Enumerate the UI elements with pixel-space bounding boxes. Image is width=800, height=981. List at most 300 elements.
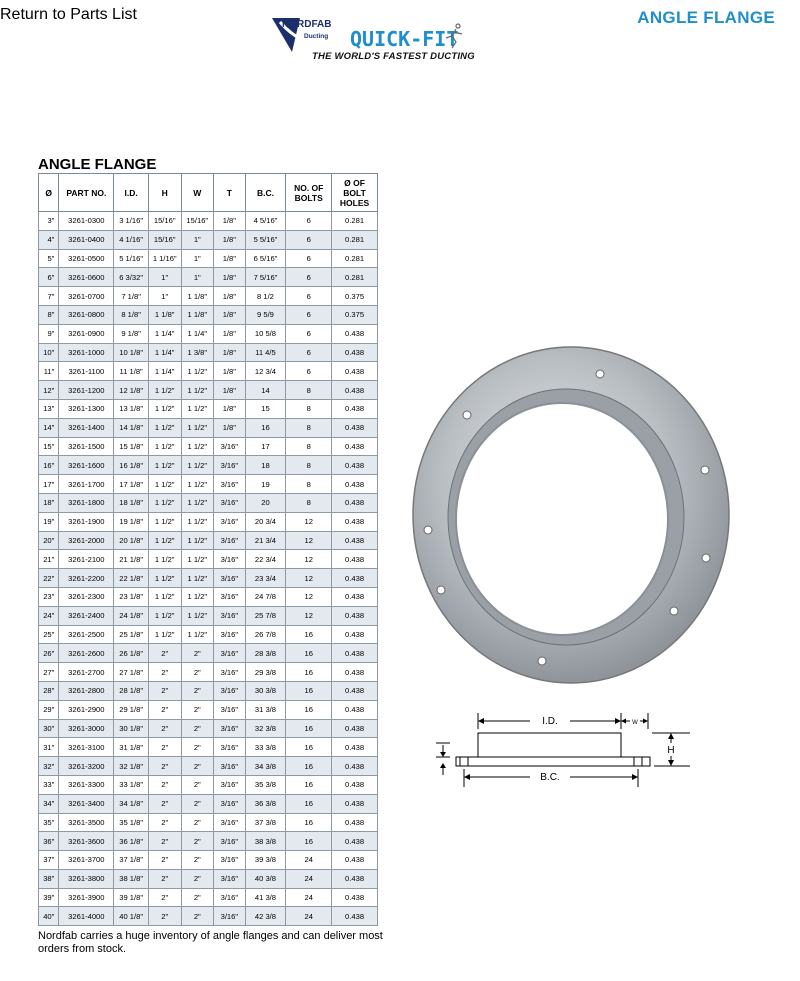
table-cell: 3/16" xyxy=(214,587,246,606)
table-cell: 3261-1100 xyxy=(59,362,114,381)
table-cell: 38 3/8 xyxy=(245,832,286,851)
table-cell: 3261-3400 xyxy=(59,794,114,813)
table-cell: 16 xyxy=(286,644,332,663)
table-header-cell: W xyxy=(181,174,214,212)
table-cell: 25 7/8 xyxy=(245,606,286,625)
table-cell: 3261-3500 xyxy=(59,813,114,832)
table-header-cell: NO. OF BOLTS xyxy=(286,174,332,212)
table-cell: 1 1/2" xyxy=(181,399,214,418)
table-cell: 0.438 xyxy=(332,437,378,456)
table-cell: 0.281 xyxy=(332,268,378,287)
table-cell: 29 1/8" xyxy=(114,700,149,719)
table-cell: 2" xyxy=(181,719,214,738)
table-cell: 1 1/2" xyxy=(181,569,214,588)
table-row xyxy=(39,832,378,851)
table-cell: 2" xyxy=(148,851,181,870)
table-cell: 9" xyxy=(39,324,59,343)
table-cell: 8 1/2 xyxy=(245,287,286,306)
table-cell: 2" xyxy=(181,869,214,888)
table-cell: 0.438 xyxy=(332,324,378,343)
table-cell: 1/8" xyxy=(214,418,246,437)
table-cell: 20 xyxy=(245,493,286,512)
table-row xyxy=(39,644,378,663)
table-cell: 14" xyxy=(39,418,59,437)
table-row xyxy=(39,569,378,588)
table-cell: 1 1/4" xyxy=(181,324,214,343)
table-cell: 37 3/8 xyxy=(245,813,286,832)
table-cell: 16 xyxy=(286,832,332,851)
table-cell: 14 1/8" xyxy=(114,418,149,437)
table-cell: 3261-3200 xyxy=(59,757,114,776)
table-cell: 2" xyxy=(148,663,181,682)
table-cell: 1 1/2" xyxy=(181,531,214,550)
table-cell: 2" xyxy=(181,851,214,870)
table-cell: 3/16" xyxy=(214,550,246,569)
table-cell: 8 xyxy=(286,493,332,512)
table-cell: 24 xyxy=(286,851,332,870)
table-cell: 3261-1000 xyxy=(59,343,114,362)
table-cell: 25" xyxy=(39,625,59,644)
table-cell: 1 1/2" xyxy=(181,381,214,400)
table-cell: 29 3/8 xyxy=(245,663,286,682)
table-cell: 11 4/5 xyxy=(245,343,286,362)
table-cell: 40 1/8" xyxy=(114,907,149,926)
table-cell: 6 xyxy=(286,287,332,306)
table-cell: 24" xyxy=(39,606,59,625)
table-cell: 10" xyxy=(39,343,59,362)
table-cell: 17" xyxy=(39,475,59,494)
table-cell: 3/16" xyxy=(214,775,246,794)
table-cell: 21" xyxy=(39,550,59,569)
logo-brand-text: NORDFAB xyxy=(282,19,332,30)
table-cell: 1/8" xyxy=(214,268,246,287)
table-row xyxy=(39,437,378,456)
table-cell: 3261-3700 xyxy=(59,851,114,870)
table-cell: 29" xyxy=(39,700,59,719)
table-cell: 0.438 xyxy=(332,700,378,719)
table-cell: 34 1/8" xyxy=(114,794,149,813)
table-cell: 1 1/2" xyxy=(148,493,181,512)
table-cell: 16 1/8" xyxy=(114,456,149,475)
table-cell: 0.438 xyxy=(332,681,378,700)
table-cell: 24 xyxy=(286,869,332,888)
table-cell: 3/16" xyxy=(214,437,246,456)
table-cell: 2" xyxy=(148,719,181,738)
table-cell: 0.281 xyxy=(332,212,378,231)
table-cell: 3/16" xyxy=(214,851,246,870)
table-cell: 3/16" xyxy=(214,719,246,738)
table-cell: 1/8" xyxy=(214,324,246,343)
table-cell: 2" xyxy=(181,888,214,907)
table-cell: 12 xyxy=(286,531,332,550)
table-cell: 1 1/2" xyxy=(181,418,214,437)
table-cell: 3261-0300 xyxy=(59,212,114,231)
table-cell: 1 1/2" xyxy=(148,587,181,606)
table-cell: 11" xyxy=(39,362,59,381)
table-cell: 1/8" xyxy=(214,305,246,324)
table-row xyxy=(39,456,378,475)
table-cell: 1" xyxy=(148,268,181,287)
table-row xyxy=(39,249,378,268)
table-cell: 24 7/8 xyxy=(245,587,286,606)
table-cell: 0.438 xyxy=(332,381,378,400)
table-cell: 1/8" xyxy=(214,287,246,306)
table-cell: 19 1/8" xyxy=(114,512,149,531)
table-cell: 2" xyxy=(148,869,181,888)
table-cell: 3/16" xyxy=(214,738,246,757)
table-cell: 1 1/2" xyxy=(148,381,181,400)
table-row xyxy=(39,550,378,569)
table-cell: 3261-1400 xyxy=(59,418,114,437)
table-cell: 31 1/8" xyxy=(114,738,149,757)
table-cell: 20 3/4 xyxy=(245,512,286,531)
table-cell: 3/16" xyxy=(214,625,246,644)
table-cell: 1 1/8" xyxy=(148,305,181,324)
table-cell: 3261-2400 xyxy=(59,606,114,625)
table-cell: 1 1/2" xyxy=(181,493,214,512)
table-cell: 1 1/16" xyxy=(148,249,181,268)
return-to-parts-list-link[interactable]: Return to Parts List xyxy=(0,6,137,23)
table-cell: 0.438 xyxy=(332,418,378,437)
table-cell: 6 xyxy=(286,230,332,249)
table-cell: 0.438 xyxy=(332,794,378,813)
table-cell: 8 xyxy=(286,418,332,437)
table-cell: 38 1/8" xyxy=(114,869,149,888)
table-cell: 0.438 xyxy=(332,832,378,851)
table-cell: 1 1/2" xyxy=(148,475,181,494)
table-cell: 10 1/8" xyxy=(114,343,149,362)
table-cell: 1" xyxy=(181,249,214,268)
table-cell: 0.438 xyxy=(332,888,378,907)
table-cell: 16 xyxy=(286,757,332,776)
table-cell: 32 1/8" xyxy=(114,757,149,776)
table-row xyxy=(39,700,378,719)
table-cell: 35 3/8 xyxy=(245,775,286,794)
table-cell: 28 1/8" xyxy=(114,681,149,700)
table-cell: 3261-0700 xyxy=(59,287,114,306)
table-row xyxy=(39,851,378,870)
table-row xyxy=(39,287,378,306)
table-cell: 32 3/8 xyxy=(245,719,286,738)
table-cell: 0.438 xyxy=(332,399,378,418)
table-cell: 12 3/4 xyxy=(245,362,286,381)
angle-flange-photo xyxy=(410,343,732,686)
table-cell: 5 5/16" xyxy=(245,230,286,249)
table-cell: 42 3/8 xyxy=(245,907,286,926)
table-cell: 22" xyxy=(39,569,59,588)
table-cell: 1 1/2" xyxy=(148,606,181,625)
table-cell: 1 1/2" xyxy=(148,456,181,475)
table-cell: 4" xyxy=(39,230,59,249)
table-cell: 3/16" xyxy=(214,869,246,888)
table-cell: 1" xyxy=(148,287,181,306)
table-cell: 26" xyxy=(39,644,59,663)
table-cell: 0.438 xyxy=(332,475,378,494)
table-row xyxy=(39,757,378,776)
table-cell: 2" xyxy=(148,832,181,851)
table-cell: 0.281 xyxy=(332,230,378,249)
table-cell: 3261-2600 xyxy=(59,644,114,663)
table-row xyxy=(39,813,378,832)
table-row xyxy=(39,305,378,324)
table-cell: 22 3/4 xyxy=(245,550,286,569)
table-cell: 24 xyxy=(286,888,332,907)
table-cell: 1 1/2" xyxy=(181,362,214,381)
table-cell: 21 1/8" xyxy=(114,550,149,569)
table-cell: 13 1/8" xyxy=(114,399,149,418)
table-cell: 28 3/8 xyxy=(245,644,286,663)
table-cell: 3/16" xyxy=(214,493,246,512)
table-cell: 39 3/8 xyxy=(245,851,286,870)
table-row xyxy=(39,418,378,437)
table-cell: 2" xyxy=(148,794,181,813)
table-cell: 24 1/8" xyxy=(114,606,149,625)
table-row xyxy=(39,381,378,400)
table-cell: 17 xyxy=(245,437,286,456)
table-header-cell: Ø xyxy=(39,174,59,212)
table-cell: 0.281 xyxy=(332,249,378,268)
table-cell: 3/16" xyxy=(214,757,246,776)
table-cell: 34" xyxy=(39,794,59,813)
table-cell: 2" xyxy=(181,738,214,757)
table-cell: 3261-1800 xyxy=(59,493,114,512)
table-cell: 1 1/2" xyxy=(181,512,214,531)
table-cell: 5 1/16" xyxy=(114,249,149,268)
table-cell: 3 1/16" xyxy=(114,212,149,231)
table-cell: 8 xyxy=(286,456,332,475)
table-cell: 10 5/8 xyxy=(245,324,286,343)
table-cell: 1" xyxy=(181,230,214,249)
table-cell: 1/8" xyxy=(214,249,246,268)
table-cell: 1 1/2" xyxy=(148,418,181,437)
table-cell: 0.438 xyxy=(332,663,378,682)
table-cell: 6 xyxy=(286,324,332,343)
table-row xyxy=(39,888,378,907)
table-cell: 3/16" xyxy=(214,813,246,832)
flange-dimension-diagram xyxy=(430,705,700,795)
table-cell: 13" xyxy=(39,399,59,418)
table-cell: 3261-2200 xyxy=(59,569,114,588)
table-cell: 3261-3600 xyxy=(59,832,114,851)
table-cell: 6 xyxy=(286,305,332,324)
table-cell: 25 1/8" xyxy=(114,625,149,644)
table-cell: 11 1/8" xyxy=(114,362,149,381)
table-cell: 0.438 xyxy=(332,456,378,475)
table-row xyxy=(39,343,378,362)
table-cell: 37" xyxy=(39,851,59,870)
table-cell: 22 1/8" xyxy=(114,569,149,588)
table-row xyxy=(39,663,378,682)
table-cell: 3/16" xyxy=(214,907,246,926)
table-cell: 1 1/4" xyxy=(148,343,181,362)
table-cell: 38" xyxy=(39,869,59,888)
table-cell: 2" xyxy=(148,775,181,794)
table-cell: 4 1/16" xyxy=(114,230,149,249)
table-cell: 2" xyxy=(181,681,214,700)
table-cell: 0.438 xyxy=(332,362,378,381)
table-cell: 16 xyxy=(286,719,332,738)
table-cell: 3261-3300 xyxy=(59,775,114,794)
table-cell: 23 1/8" xyxy=(114,587,149,606)
logo-brand-subtext: Ducting xyxy=(304,33,329,40)
table-cell: 23" xyxy=(39,587,59,606)
table-cell: 3261-1300 xyxy=(59,399,114,418)
table-cell: 2" xyxy=(148,757,181,776)
table-cell: 3261-2500 xyxy=(59,625,114,644)
table-row xyxy=(39,399,378,418)
table-cell: 0.438 xyxy=(332,907,378,926)
table-cell: 39" xyxy=(39,888,59,907)
table-cell: 6 xyxy=(286,212,332,231)
table-cell: 1" xyxy=(181,268,214,287)
table-cell: 2" xyxy=(181,813,214,832)
table-cell: 2" xyxy=(148,644,181,663)
table-cell: 3261-2900 xyxy=(59,700,114,719)
table-cell: 3/16" xyxy=(214,794,246,813)
table-cell: 26 1/8" xyxy=(114,644,149,663)
table-cell: 12 xyxy=(286,587,332,606)
table-cell: 0.438 xyxy=(332,587,378,606)
table-cell: 7 1/8" xyxy=(114,287,149,306)
angle-flange-spec-table xyxy=(38,173,378,926)
table-cell: 0.438 xyxy=(332,493,378,512)
table-cell: 3261-1900 xyxy=(59,512,114,531)
table-cell: 34 3/8 xyxy=(245,757,286,776)
table-cell: 8 xyxy=(286,437,332,456)
table-cell: 1 1/2" xyxy=(181,437,214,456)
table-cell: 31" xyxy=(39,738,59,757)
table-cell: 14 xyxy=(245,381,286,400)
table-cell: 2" xyxy=(148,888,181,907)
page-title: ANGLE FLANGE xyxy=(637,8,775,27)
table-cell: 33 3/8 xyxy=(245,738,286,757)
table-cell: 3261-2800 xyxy=(59,681,114,700)
table-cell: 8 1/8" xyxy=(114,305,149,324)
table-row xyxy=(39,681,378,700)
table-cell: 2" xyxy=(181,794,214,813)
table-row xyxy=(39,775,378,794)
table-cell: 16 xyxy=(286,738,332,757)
table-cell: 19 xyxy=(245,475,286,494)
table-cell: 1/8" xyxy=(214,343,246,362)
table-cell: 28" xyxy=(39,681,59,700)
table-row xyxy=(39,493,378,512)
table-cell: 3261-0900 xyxy=(59,324,114,343)
table-cell: 15 xyxy=(245,399,286,418)
table-cell: 16 xyxy=(286,794,332,813)
table-cell: 0.438 xyxy=(332,869,378,888)
table-cell: 36 1/8" xyxy=(114,832,149,851)
table-row xyxy=(39,587,378,606)
table-cell: 15/16" xyxy=(181,212,214,231)
table-cell: 37 1/8" xyxy=(114,851,149,870)
table-cell: 1/8" xyxy=(214,230,246,249)
table-cell: 6 xyxy=(286,362,332,381)
table-cell: 23 3/4 xyxy=(245,569,286,588)
table-cell: 1 1/2" xyxy=(181,456,214,475)
table-cell: 2" xyxy=(181,644,214,663)
table-cell: 3261-1600 xyxy=(59,456,114,475)
table-cell: 1/8" xyxy=(214,381,246,400)
table-cell: 3/16" xyxy=(214,888,246,907)
table-cell: 6 xyxy=(286,268,332,287)
table-cell: 0.375 xyxy=(332,305,378,324)
table-cell: 3/16" xyxy=(214,512,246,531)
table-cell: 3261-1200 xyxy=(59,381,114,400)
table-cell: 3/16" xyxy=(214,456,246,475)
diagram-bc-label: B.C. xyxy=(540,772,560,783)
table-cell: 6 xyxy=(286,249,332,268)
diagram-w-label: W xyxy=(632,720,638,726)
table-cell: 30 1/8" xyxy=(114,719,149,738)
table-cell: 0.375 xyxy=(332,287,378,306)
table-cell: 0.438 xyxy=(332,569,378,588)
table-cell: 2" xyxy=(181,907,214,926)
table-cell: 2" xyxy=(181,775,214,794)
table-row xyxy=(39,625,378,644)
table-cell: 16" xyxy=(39,456,59,475)
table-row xyxy=(39,606,378,625)
table-row xyxy=(39,869,378,888)
table-cell: 3261-2700 xyxy=(59,663,114,682)
table-header-cell: T xyxy=(214,174,246,212)
table-cell: 3" xyxy=(39,212,59,231)
table-cell: 3261-3800 xyxy=(59,869,114,888)
table-cell: 3261-3100 xyxy=(59,738,114,757)
table-cell: 1/8" xyxy=(214,362,246,381)
table-cell: 5" xyxy=(39,249,59,268)
table-cell: 18 1/8" xyxy=(114,493,149,512)
table-cell: 6" xyxy=(39,268,59,287)
stock-note: Nordfab carries a huge inventory of angle flanges and can deliver most orders from stock. xyxy=(38,930,383,955)
table-title: ANGLE FLANGE xyxy=(38,156,157,173)
table-cell: 0.438 xyxy=(332,719,378,738)
table-cell: 1 1/2" xyxy=(148,399,181,418)
table-cell: 17 1/8" xyxy=(114,475,149,494)
table-cell: 2" xyxy=(181,700,214,719)
table-cell: 2" xyxy=(181,832,214,851)
table-cell: 16 xyxy=(286,700,332,719)
table-cell: 3/16" xyxy=(214,475,246,494)
table-cell: 3261-0600 xyxy=(59,268,114,287)
table-header-cell: H xyxy=(148,174,181,212)
table-cell: 1 3/8" xyxy=(181,343,214,362)
table-cell: 3/16" xyxy=(214,700,246,719)
table-cell: 0.438 xyxy=(332,606,378,625)
table-cell: 16 xyxy=(245,418,286,437)
table-cell: 15 1/8" xyxy=(114,437,149,456)
table-cell: 1/8" xyxy=(214,399,246,418)
table-cell: 3/16" xyxy=(214,644,246,663)
table-header-cell: I.D. xyxy=(114,174,149,212)
table-cell: 36 3/8 xyxy=(245,794,286,813)
table-cell: 1 1/8" xyxy=(181,287,214,306)
table-cell: 6 xyxy=(286,343,332,362)
table-cell: 0.438 xyxy=(332,531,378,550)
table-cell: 16 xyxy=(286,775,332,794)
table-cell: 1 1/2" xyxy=(148,569,181,588)
table-row xyxy=(39,475,378,494)
logo-product-text: QUICK-FIT xyxy=(350,27,459,51)
table-cell: 2" xyxy=(148,813,181,832)
table-cell: 40" xyxy=(39,907,59,926)
table-row xyxy=(39,512,378,531)
table-cell: 31 3/8 xyxy=(245,700,286,719)
table-cell: 1 1/4" xyxy=(148,362,181,381)
table-cell: 3261-3900 xyxy=(59,888,114,907)
table-cell: 6 5/16" xyxy=(245,249,286,268)
table-row xyxy=(39,794,378,813)
